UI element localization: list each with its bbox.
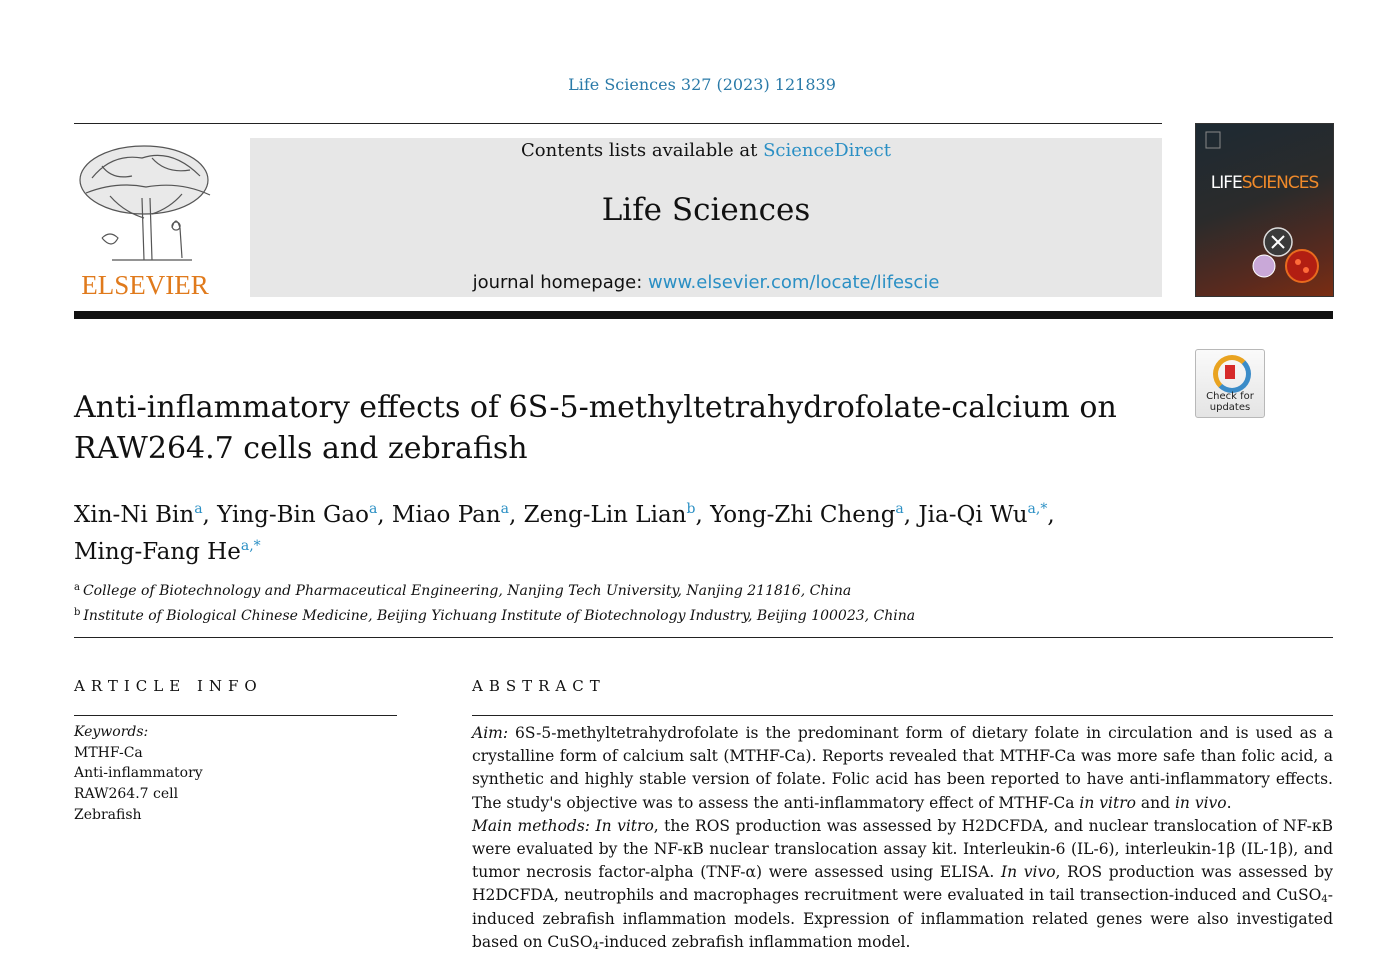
affiliation-label: a [74,582,80,593]
journal-cover-image[interactable] [1195,123,1334,297]
affiliation-list [74,577,915,627]
keywords-list [74,722,203,826]
abstract-divider [472,715,1333,716]
methods-text-2: , ROS production was assessed by H2DCFDA, neutrophils and macrophages recruitment were evaluated in tail transection-induced and CuSO [472,863,1333,905]
cover-art-icon [1196,124,1333,296]
check-updates-line1: Check for [1206,391,1254,402]
author-affiliation-link[interactable]: a [895,501,904,517]
aim-and: and [1135,793,1175,812]
journal-homepage-link[interactable]: www.elsevier.com/locate/lifescie [648,272,940,293]
methods-sub-1: 4 [1321,894,1328,906]
keyword-item: Anti-inflammatory [74,765,203,782]
journal-name: Life Sciences [601,192,811,228]
author-affiliation-link[interactable]: a [368,501,378,517]
author-affiliation-link[interactable]: b [686,501,696,517]
journal-citation[interactable] [0,75,1384,94]
author-name: Ying-Bin Gao [217,502,369,528]
methods-sub-2: 4 [592,940,599,952]
affiliation-label: b [74,607,81,618]
aim-end: . [1226,793,1232,812]
affiliation-text: Institute of Biological Chinese Medicine, Beijing Yichuang Institute of Biotechnology Industry, Beijing 100023, China [83,608,916,624]
affiliation-item [74,577,915,602]
keywords-label: Keywords: [74,724,149,740]
abstract-text [472,722,1333,954]
keyword-item: Zebrafish [74,806,142,823]
author-affiliation-link[interactable]: a,* [1027,501,1048,517]
author-name: Ming-Fang He [74,539,241,565]
methods-invitro: In vitro [595,816,654,835]
abstract-methods [472,815,1333,954]
homepage-prefix: journal homepage: [472,272,649,293]
author-name: Zeng-Lin Lian [523,502,687,528]
methods-text-1: , the ROS production was assessed by H2DCFDA, and nuclear translocation of NF-κB were evaluated by the NF-κB nuclear translocation assay kit. Interleukin-6 (IL-6), interleukin-1β (IL-1β), and tumor necrosis factor-alpha (TNF-α) were assessed using ELISA. [472,816,1333,882]
aim-invivo: in vivo [1174,793,1227,812]
article-info-heading: ARTICLE INFO [74,677,263,695]
aim-label: Aim: [472,724,509,742]
sciencedirect-link[interactable]: ScienceDirect [763,140,891,161]
cover-title [1196,173,1333,193]
elsevier-tree-icon [72,138,218,268]
author-affiliation-link[interactable]: a [500,501,510,517]
check-updates-label [1196,391,1264,413]
keyword-item: MTHF-Ca [74,744,143,761]
publisher-name: ELSEVIER [81,270,209,300]
author-affiliation-link[interactable]: a [194,501,203,517]
contents-prefix: Contents lists available at [521,140,764,161]
top-divider [74,123,1162,124]
methods-text-3: -induced zebrafish inflammation models. Expression of inflammation related genes were also investigated based on CuSO [472,886,1333,951]
check-for-updates-button[interactable] [1195,349,1265,418]
check-updates-line2: updates [1209,402,1251,413]
affiliation-text: College of Biotechnology and Pharmaceutical Engineering, Nanjing Tech University, Nanjing 211816, China [82,583,852,599]
section-divider [74,637,1333,638]
keyword-item: RAW264.7 cell [74,786,179,803]
author-name: Xin-Ni Bin [74,502,195,528]
cover-title-life: LIFE [1210,173,1242,193]
aim-text: 6S-5-methyltetrahydrofolate is the predominant form of dietary folate in circulation and is used as a crystalline form of calcium salt (MTHF-Ca). Reports revealed that MTHF-Ca was more safe than folic acid, a synthetic and highly stable version of folate. Folic acid has been reported to have anti-inflammatory effects. The study's objective was to assess the anti-inflammatory effect of MTHF-Ca [472,724,1333,812]
journal-banner [250,138,1162,297]
article-title: Anti-inflammatory effects of 6S-5-methyltetrahydrofolate-calcium on RAW264.7 cells and zebrafish [74,390,1117,466]
affiliation-item [74,602,915,627]
methods-text-4: -induced zebrafish inflammation model. [598,932,911,951]
bookmark-icon [1225,365,1235,379]
homepage-line [250,272,1162,293]
abstract-heading: ABSTRACT [472,677,606,695]
header-thick-divider [74,311,1333,319]
methods-label: Main methods: [472,816,591,835]
abstract-aim [472,722,1333,815]
author-list: Xin-Ni Bin$^a$, Ying-Bin Gao$^a$, Miao Pan$^a$, Zeng-Lin Lian$^b$, Yong-Zhi Cheng$^a$, Jia-Qi $Wu^{a,*}$, Ming-Fang $He^{a,*}$ [74,501,1055,565]
aim-invitro: in vitro [1079,793,1136,812]
methods-invivo: In vivo [1000,863,1056,882]
author-name: Jia-Qi Wu [918,502,1028,528]
article-info-divider [74,715,397,716]
cover-title-sciences: SCIENCES [1241,173,1319,193]
author-affiliation-link[interactable]: a,* [240,538,261,554]
contents-line [250,140,1162,161]
author-name: Yong-Zhi Cheng [710,502,896,528]
elsevier-logo [72,138,218,300]
citation-text[interactable]: Life Sciences 327 (2023) 121839 [568,75,836,94]
author-name: Miao Pan [391,502,501,528]
